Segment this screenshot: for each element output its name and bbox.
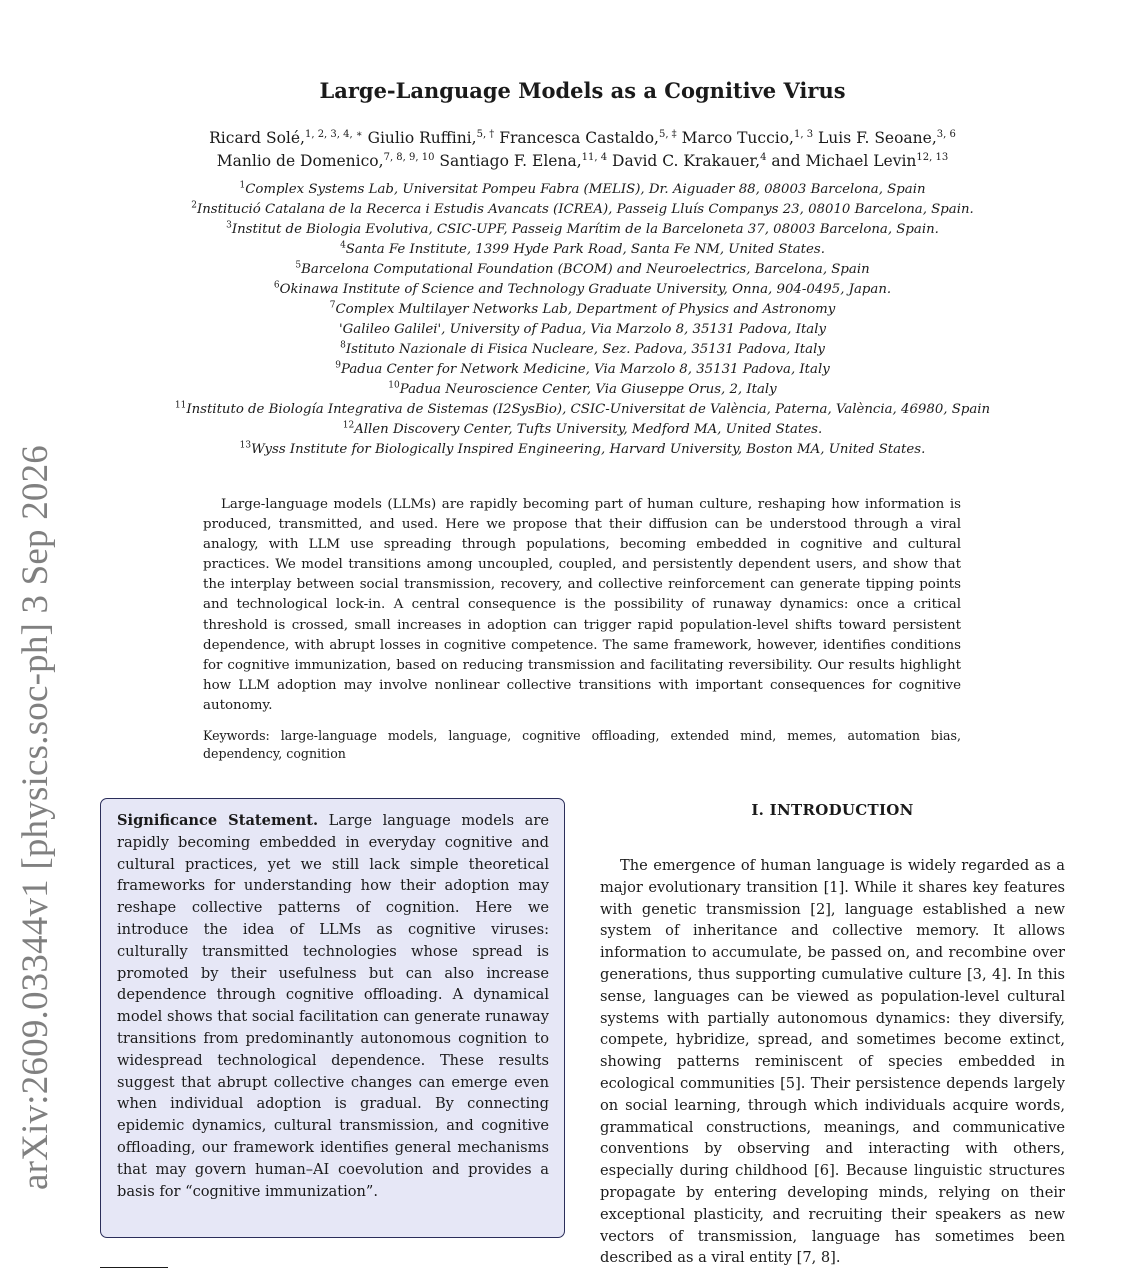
significance-text: Large language models are rapidly becoming embedded in everyday cognitive and cultural practices, yet we still lack simple theoretical frameworks for understanding how their adoption may reshape collective patterns of cognition. Here we introduce the idea of LLMs as cognitive viruses: culturally transmitted technologies whose spread is promoted by their usefulness but can also increase dependence through cognitive offloading. A dynamical model shows that social facilitation can generate runaway transitions from predominantly autonomous cognition to widespread technological dependence. These results suggest that abrupt collective changes can emerge even when individual adoption is gradual. By connecting epidemic dynamics, cultural transmission, and cognitive offloading, our framework identifies general mechanisms that may govern human–AI coevolution and provides a basis for “cognitive immunization”. [117, 812, 549, 1200]
author-affiliation-marks: 3, 6 [936, 128, 956, 140]
affiliation-item [0, 400, 1125, 420]
affiliation-number: 5 [295, 260, 302, 271]
affiliation-text: Istituto Nazionale di Fisica Nucleare, Sez. Padova, 35131 Padova, Italy [345, 342, 825, 357]
author-name: Marco Tuccio, [676, 129, 794, 147]
footnote-rule [100, 1267, 168, 1268]
significance-statement-box [100, 798, 565, 1238]
affiliation-number: 12 [342, 420, 355, 431]
paper-title: Large-Language Models as a Cognitive Virus [319, 78, 846, 103]
affiliation-number: 11 [174, 400, 187, 411]
arxiv-identifier-stamp: arXiv:2609.03344v1 [physics.soc-ph] 3 Sep 2026 [15, 444, 56, 1190]
significance-heading: Significance Statement. [117, 812, 319, 829]
affiliation-number: 13 [239, 440, 252, 451]
author-name: Santiago F. Elena, [434, 152, 582, 170]
authors-line-1 [0, 127, 1125, 150]
affiliation-text: Institució Catalana de la Recerca i Estudis Avancats (ICREA), Passeig Lluís Companys 23, 08010 Barcelona, Spain. [196, 202, 974, 217]
author-name: and Michael Levin [766, 152, 917, 170]
affiliation-text: Allen Discovery Center, Tufts University, Medford MA, United States. [354, 422, 823, 437]
author-affiliation-marks: 5, ‡ [658, 128, 677, 140]
author-affiliation-marks: 1, 3 [793, 128, 814, 140]
affiliation-number: 6 [273, 280, 280, 291]
introduction-text: The emergence of human language is widely regarded as a major evolutionary transition [1]. While it shares key features with genetic transmission [2], language established a new system of inheritance and collective memory. It allows information to accumulate, be passed on, and recombine over generations, thus supporting cumulative culture [3, 4]. In this sense, languages can be viewed as population-level cultural systems with partially autonomous dynamics: they diversify, compete, hybridize, spread, and sometimes become extinct, showing patterns reminiscent of species embedded in ecological communities [5]. Their persistence depends largely on social learning, through which individuals acquire words, grammatical constructions, meanings, and communicative conventions by observing and interacting with others, especially during childhood [6]. Because linguistic structures propagate by entering developing minds, relying on their exceptional plasticity, and recruiting their speakers as new vectors of transmission, language has sometimes been described as a viral entity [7, 8]. [600, 857, 1065, 1267]
author-affiliation-marks: 4 [760, 151, 767, 163]
affiliation-item [0, 420, 1125, 440]
affiliation-number: 3 [226, 220, 232, 231]
introduction-heading: I. INTRODUCTION [751, 801, 914, 819]
affiliation-text: Institut de Biologia Evolutiva, CSIC-UPF, Passeig Marítim de la Barceloneta 37, 08003 Barcelona, Spain. [231, 222, 939, 237]
affiliation-number: 1 [239, 180, 246, 191]
affiliation-item [0, 180, 1125, 200]
affiliation-item [0, 440, 1125, 460]
affiliation-number: 4 [340, 240, 346, 251]
affiliation-text: 'Galileo Galilei', University of Padua, Via Marzolo 8, 35131 Padova, Italy [339, 322, 826, 337]
affiliation-item [0, 280, 1125, 300]
author-name: Luis F. Seoane, [813, 129, 937, 147]
author-affiliation-marks: 11, 4 [581, 151, 608, 163]
authors-line-2 [0, 150, 1125, 173]
affiliation-number: 7 [329, 300, 336, 311]
author-name: Francesca Castaldo, [494, 129, 659, 147]
abstract: Large-language models (LLMs) are rapidly becoming part of human culture, reshaping how information is produced, transmitted, and used. Here we propose that their diffusion can be understood through a viral analogy, with LLM use spreading through populations, becoming embedded in cognitive and cultural practices. We model transitions among uncoupled, coupled, and persistently dependent users, and show that the interplay between social transmission, recovery, and collective reinforcement can generate tipping points and technological lock-in. A central consequence is the possibility of runaway dynamics: once a critical threshold is crossed, small increases in adoption can trigger rapid population-level shifts toward persistent dependence, with abrupt losses in cognitive competence. The same framework, however, identifies conditions for cognitive immunization, based on reducing transmission and facilitating reversibility. Our results highlight how LLM adoption may involve nonlinear collective transitions with important consequences for cognitive autonomy. [203, 497, 961, 713]
affiliation-text: Complex Multilayer Networks Lab, Department of Physics and Astronomy [335, 302, 836, 317]
affiliation-item [0, 340, 1125, 360]
affiliation-text: Wyss Institute for Biologically Inspired Engineering, Harvard University, Boston MA, United States. [251, 442, 926, 457]
affiliation-item [0, 220, 1125, 240]
author-list [0, 127, 1125, 173]
affiliation-text: Okinawa Institute of Science and Technology Graduate University, Onna, 904-0495, Japan. [279, 282, 892, 297]
author-affiliation-marks: 1, 2, 3, 4, ∗ [304, 128, 363, 140]
author-name: David C. Krakauer, [607, 152, 761, 170]
author-name: Manlio de Domenico, [216, 152, 384, 170]
author-affiliation-marks: 12, 13 [916, 151, 949, 163]
affiliation-item [0, 240, 1125, 260]
affiliation-number: 10 [388, 380, 400, 391]
affiliation-number: 2 [191, 200, 197, 211]
affiliation-text: Padua Neuroscience Center, Via Giuseppe Orus, 2, Italy [399, 382, 777, 397]
affiliation-text: Barcelona Computational Foundation (BCOM) and Neuroelectrics, Barcelona, Spain [301, 262, 870, 277]
affiliation-text: Instituto de Biología Integrativa de Sistemas (I2SysBio), CSIC-Universitat de València, Paterna, València, 46980, Spain [186, 402, 991, 417]
affiliation-item [0, 200, 1125, 220]
affiliation-list [0, 180, 1125, 460]
affiliation-item [0, 320, 1125, 340]
author-affiliation-marks: 7, 8, 9, 10 [383, 151, 435, 163]
affiliation-item [0, 260, 1125, 280]
affiliation-text: Padua Center for Network Medicine, Via Marzolo 8, 35131 Padova, Italy [341, 362, 830, 377]
keywords: Keywords: large-language models, language, cognitive offloading, extended mind, memes, automation bias, dependency, cognition [203, 728, 961, 761]
affiliation-item [0, 380, 1125, 400]
author-affiliation-marks: 5, † [476, 128, 495, 140]
author-name: Giulio Ruffini, [362, 129, 477, 147]
affiliation-number: 8 [340, 340, 346, 351]
affiliation-text: Complex Systems Lab, Universitat Pompeu Fabra (MELIS), Dr. Aiguader 88, 08003 Barcelona, Spain [245, 182, 926, 197]
author-name: Ricard Solé, [209, 129, 305, 147]
affiliation-text: Santa Fe Institute, 1399 Hyde Park Road, Santa Fe NM, United States. [345, 242, 825, 257]
affiliation-item [0, 300, 1125, 320]
affiliation-item [0, 360, 1125, 380]
affiliation-number: 9 [335, 360, 341, 371]
